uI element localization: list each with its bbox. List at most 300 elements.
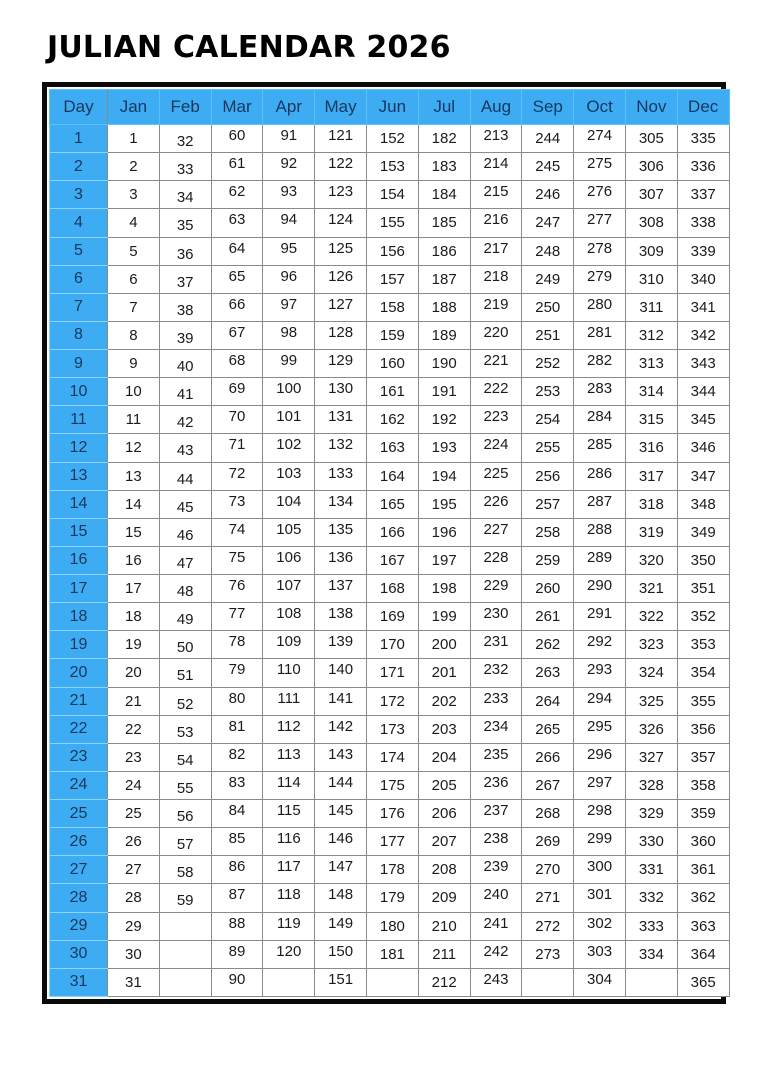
julian-day-value: 320 (638, 551, 664, 569)
julian-day-value: 107 (276, 577, 302, 595)
julian-day-value: 240 (483, 886, 509, 904)
table-row (50, 209, 730, 237)
column-header-feb: Feb (159, 90, 211, 125)
julian-day-value: 89 (228, 942, 246, 960)
julian-day-cell (108, 321, 160, 349)
julian-day-value: 81 (228, 717, 246, 735)
julian-day-cell (418, 968, 470, 996)
julian-day-value: 124 (328, 211, 354, 229)
julian-day-value: 287 (587, 492, 613, 510)
table-row (50, 968, 730, 996)
julian-day-cell (625, 378, 677, 406)
julian-day-cell (574, 462, 626, 490)
julian-day-value: 21 (125, 692, 142, 710)
julian-day-cell (366, 743, 418, 771)
julian-day-cell (211, 153, 263, 181)
julian-day-cell (366, 125, 418, 153)
julian-day-cell (522, 687, 574, 715)
julian-day-value: 196 (431, 523, 457, 541)
julian-day-value: 223 (483, 408, 509, 426)
julian-day-value: 48 (176, 583, 194, 601)
julian-day-value: 110 (276, 661, 301, 679)
julian-day-cell (159, 546, 211, 574)
julian-day-value: 90 (228, 970, 246, 988)
julian-day-cell (366, 771, 418, 799)
julian-day-value: 283 (587, 380, 613, 398)
julian-day-cell (366, 350, 418, 378)
julian-day-cell (366, 575, 418, 603)
julian-day-value: 207 (431, 833, 457, 851)
julian-day-cell (263, 153, 315, 181)
julian-day-cell (470, 209, 522, 237)
julian-day-value: 70 (228, 408, 246, 426)
julian-day-value: 300 (587, 858, 613, 876)
julian-day-value: 290 (587, 577, 613, 595)
julian-day-value: 121 (328, 127, 354, 145)
table-row (50, 153, 730, 181)
julian-day-value: 136 (328, 548, 354, 566)
julian-day-cell (418, 546, 470, 574)
julian-day-value: 156 (379, 242, 405, 260)
julian-day-cell (625, 350, 677, 378)
julian-day-cell (625, 490, 677, 518)
julian-day-value: 7 (129, 298, 138, 316)
julian-day-cell (315, 743, 367, 771)
julian-day-cell (159, 125, 211, 153)
julian-day-value: 9 (129, 355, 138, 373)
julian-day-cell (263, 434, 315, 462)
julian-day-value: 227 (483, 520, 509, 538)
julian-day-cell (211, 659, 263, 687)
julian-day-cell (263, 603, 315, 631)
julian-day-cell (211, 603, 263, 631)
julian-day-cell (522, 321, 574, 349)
julian-day-cell (625, 321, 677, 349)
julian-day-cell (263, 715, 315, 743)
julian-day-cell (677, 631, 729, 659)
julian-day-cell (315, 856, 367, 884)
julian-day-value: 314 (638, 383, 664, 401)
julian-day-value: 339 (690, 242, 716, 260)
julian-day-cell (263, 771, 315, 799)
julian-day-value: 210 (431, 917, 457, 935)
julian-day-value: 181 (379, 945, 405, 963)
julian-day-cell (108, 940, 160, 968)
julian-day-value: 135 (328, 520, 354, 538)
julian-day-cell (522, 265, 574, 293)
julian-day-cell (574, 265, 626, 293)
julian-day-value: 123 (328, 183, 354, 201)
julian-day-value: 65 (228, 267, 246, 285)
julian-day-cell (470, 406, 522, 434)
julian-day-value: 165 (379, 495, 405, 513)
julian-day-value: 312 (638, 326, 664, 344)
julian-day-value: 342 (690, 326, 716, 344)
julian-day-cell (677, 265, 729, 293)
julian-day-cell (315, 125, 367, 153)
julian-day-cell (677, 125, 729, 153)
julian-day-cell (470, 434, 522, 462)
julian-day-value: 340 (690, 270, 716, 288)
column-header-aug: Aug (470, 90, 522, 125)
julian-day-cell (108, 490, 160, 518)
julian-day-value: 337 (690, 186, 716, 204)
julian-day-value: 193 (431, 439, 457, 457)
julian-day-cell (574, 884, 626, 912)
julian-day-cell (315, 462, 367, 490)
julian-day-cell (108, 265, 160, 293)
julian-day-value: 63 (228, 211, 246, 229)
julian-day-cell (470, 687, 522, 715)
julian-day-value: 164 (379, 467, 405, 485)
julian-day-value: 179 (379, 889, 405, 907)
julian-day-cell (108, 715, 160, 743)
table-row (50, 771, 730, 799)
julian-day-cell (366, 434, 418, 462)
table-row (50, 406, 730, 434)
julian-day-cell (366, 490, 418, 518)
julian-day-cell (470, 378, 522, 406)
julian-day-value: 27 (125, 861, 142, 879)
julian-day-cell (677, 828, 729, 856)
table-row (50, 181, 730, 209)
julian-day-value: 141 (328, 689, 354, 707)
julian-day-cell (677, 603, 729, 631)
julian-day-cell (159, 265, 211, 293)
julian-day-value: 352 (690, 608, 716, 626)
julian-day-value: 233 (483, 689, 509, 707)
julian-day-cell (418, 687, 470, 715)
julian-day-value: 317 (638, 467, 664, 485)
julian-day-value: 56 (176, 808, 194, 826)
julian-day-value: 44 (176, 470, 194, 488)
julian-day-cell (263, 490, 315, 518)
julian-day-cell (108, 856, 160, 884)
julian-day-cell (108, 968, 160, 996)
julian-day-value: 67 (228, 323, 246, 341)
julian-day-value: 343 (690, 355, 716, 373)
column-header-oct: Oct (574, 90, 626, 125)
julian-day-value: 362 (690, 889, 716, 907)
julian-day-value: 61 (228, 155, 246, 173)
julian-day-cell (315, 350, 367, 378)
julian-day-value: 214 (483, 155, 509, 173)
julian-day-value: 174 (379, 748, 405, 766)
julian-day-value: 219 (483, 295, 509, 313)
julian-day-value: 226 (483, 492, 509, 510)
julian-day-value: 221 (483, 352, 509, 370)
julian-day-value: 128 (328, 323, 354, 341)
julian-day-value: 32 (176, 133, 194, 151)
julian-day-cell (418, 378, 470, 406)
julian-day-value: 299 (587, 830, 613, 848)
julian-day-cell (108, 406, 160, 434)
julian-day-cell (159, 293, 211, 321)
julian-day-value: 236 (483, 773, 509, 791)
day-cell: 7 (50, 293, 108, 321)
julian-day-value: 57 (176, 836, 194, 854)
julian-day-cell (574, 575, 626, 603)
julian-day-value: 246 (535, 186, 561, 204)
day-cell: 28 (50, 884, 108, 912)
julian-day-cell (677, 209, 729, 237)
julian-day-value: 11 (125, 411, 142, 429)
julian-day-value: 16 (125, 551, 142, 569)
julian-day-cell (159, 209, 211, 237)
julian-day-cell (418, 603, 470, 631)
julian-day-cell (625, 603, 677, 631)
day-cell: 19 (50, 631, 108, 659)
julian-day-cell (159, 462, 211, 490)
table-row (50, 800, 730, 828)
julian-day-cell (470, 659, 522, 687)
julian-day-cell (574, 771, 626, 799)
julian-day-cell (108, 743, 160, 771)
julian-day-cell (159, 884, 211, 912)
julian-day-value: 265 (535, 720, 561, 738)
julian-day-cell (315, 575, 367, 603)
julian-day-value: 33 (176, 161, 194, 179)
julian-day-cell (625, 912, 677, 940)
julian-day-cell (159, 743, 211, 771)
julian-day-value: 332 (638, 889, 664, 907)
julian-day-cell (574, 659, 626, 687)
julian-day-cell (418, 884, 470, 912)
julian-day-cell (522, 237, 574, 265)
julian-day-value: 330 (638, 833, 664, 851)
julian-day-value: 43 (176, 442, 194, 460)
julian-day-cell (211, 715, 263, 743)
julian-day-cell (470, 884, 522, 912)
julian-day-value: 345 (690, 411, 716, 429)
julian-day-cell (315, 687, 367, 715)
julian-day-value: 148 (328, 886, 354, 904)
julian-day-value: 18 (125, 608, 142, 626)
julian-day-cell (159, 434, 211, 462)
julian-day-cell (263, 687, 315, 715)
julian-day-cell (418, 237, 470, 265)
julian-day-value: 261 (535, 608, 561, 626)
julian-day-cell (574, 687, 626, 715)
julian-day-value: 31 (125, 973, 142, 991)
julian-day-cell (366, 518, 418, 546)
julian-day-value: 256 (535, 467, 561, 485)
julian-day-value: 346 (690, 439, 716, 457)
julian-day-cell (211, 631, 263, 659)
julian-day-cell (677, 378, 729, 406)
day-cell: 31 (50, 968, 108, 996)
julian-day-cell (366, 181, 418, 209)
julian-day-cell (211, 546, 263, 574)
julian-day-cell (315, 490, 367, 518)
julian-day-value: 108 (276, 605, 302, 623)
julian-day-cell (211, 237, 263, 265)
table-row (50, 940, 730, 968)
julian-day-cell (263, 406, 315, 434)
julian-day-value: 23 (125, 748, 142, 766)
julian-day-cell (108, 181, 160, 209)
julian-day-value: 54 (176, 751, 194, 769)
julian-day-cell (159, 828, 211, 856)
julian-day-cell (677, 715, 729, 743)
julian-day-value: 163 (379, 439, 405, 457)
julian-day-value: 78 (228, 633, 246, 651)
julian-day-value: 349 (690, 523, 716, 541)
julian-day-value: 199 (431, 608, 457, 626)
julian-day-value: 279 (587, 267, 613, 285)
julian-day-value: 73 (228, 492, 246, 510)
day-cell: 25 (50, 800, 108, 828)
julian-day-value: 160 (379, 355, 405, 373)
julian-day-cell (625, 575, 677, 603)
julian-day-value: 303 (587, 942, 613, 960)
julian-day-value: 281 (587, 323, 613, 341)
julian-day-value: 68 (228, 352, 246, 370)
julian-day-cell (418, 321, 470, 349)
julian-day-value: 335 (690, 130, 716, 148)
day-cell: 26 (50, 828, 108, 856)
julian-day-value: 228 (483, 548, 509, 566)
calendar-table-frame (42, 82, 726, 1004)
julian-day-value: 308 (638, 214, 664, 232)
day-cell: 21 (50, 687, 108, 715)
table-row (50, 912, 730, 940)
julian-day-cell (366, 912, 418, 940)
julian-day-cell (625, 293, 677, 321)
julian-day-value: 316 (638, 439, 664, 457)
julian-day-cell (263, 631, 315, 659)
julian-day-cell (366, 209, 418, 237)
column-header-may: May (315, 90, 367, 125)
julian-day-value: 80 (228, 689, 246, 707)
julian-day-cell (366, 968, 418, 996)
julian-day-cell (159, 575, 211, 603)
julian-day-cell (574, 321, 626, 349)
julian-day-value: 266 (535, 748, 561, 766)
julian-day-value: 14 (125, 495, 142, 513)
julian-day-value: 229 (483, 577, 509, 595)
julian-day-cell (159, 490, 211, 518)
julian-day-value: 60 (228, 127, 246, 145)
column-header-day: Day (50, 90, 108, 125)
julian-day-value: 150 (328, 942, 354, 960)
julian-day-value: 72 (228, 464, 246, 482)
julian-day-value: 157 (379, 270, 405, 288)
julian-day-value: 241 (483, 914, 509, 932)
julian-day-cell (522, 293, 574, 321)
julian-day-cell (263, 659, 315, 687)
julian-day-cell (108, 153, 160, 181)
julian-day-value: 264 (535, 692, 561, 710)
julian-day-value: 51 (176, 667, 194, 685)
julian-day-cell (315, 378, 367, 406)
julian-day-cell (263, 575, 315, 603)
julian-day-cell (574, 546, 626, 574)
julian-day-value: 171 (379, 664, 405, 682)
julian-day-value: 333 (638, 917, 664, 935)
julian-day-value: 112 (276, 717, 301, 735)
julian-day-value: 53 (176, 723, 194, 741)
julian-day-cell (522, 631, 574, 659)
julian-day-cell (522, 181, 574, 209)
julian-day-value: 17 (125, 580, 142, 598)
julian-day-cell (211, 687, 263, 715)
julian-day-cell (263, 265, 315, 293)
julian-day-value: 166 (379, 523, 405, 541)
julian-day-cell (211, 434, 263, 462)
julian-day-value: 172 (379, 692, 405, 710)
julian-day-value: 230 (483, 605, 509, 623)
julian-day-cell (108, 828, 160, 856)
day-cell: 24 (50, 771, 108, 799)
julian-day-cell (470, 743, 522, 771)
julian-day-cell (211, 293, 263, 321)
julian-day-value: 329 (638, 805, 664, 823)
julian-day-value: 151 (328, 970, 354, 988)
julian-day-cell (366, 406, 418, 434)
julian-day-cell (574, 518, 626, 546)
julian-day-value: 326 (638, 720, 664, 738)
julian-day-cell (470, 940, 522, 968)
table-row (50, 265, 730, 293)
julian-day-value: 324 (638, 664, 664, 682)
day-cell: 6 (50, 265, 108, 293)
julian-day-cell (315, 293, 367, 321)
julian-day-cell (522, 912, 574, 940)
julian-day-cell (574, 434, 626, 462)
julian-day-value: 294 (587, 689, 613, 707)
julian-day-value: 178 (379, 861, 405, 879)
julian-day-value: 197 (431, 551, 457, 569)
page-title: JULIAN CALENDAR 2026 (47, 30, 451, 65)
julian-day-cell (315, 912, 367, 940)
julian-day-cell (677, 321, 729, 349)
julian-day-cell (108, 546, 160, 574)
day-cell: 30 (50, 940, 108, 968)
julian-day-cell (366, 293, 418, 321)
julian-day-cell (263, 237, 315, 265)
julian-day-value: 139 (328, 633, 354, 651)
julian-day-value: 5 (129, 242, 138, 260)
julian-day-value: 251 (535, 326, 561, 344)
julian-day-cell (366, 856, 418, 884)
julian-day-cell (677, 771, 729, 799)
day-cell: 20 (50, 659, 108, 687)
julian-day-cell (263, 462, 315, 490)
julian-day-value: 62 (228, 183, 246, 201)
julian-day-value: 307 (638, 186, 664, 204)
julian-day-cell (211, 884, 263, 912)
julian-day-cell (418, 912, 470, 940)
julian-day-cell (522, 406, 574, 434)
julian-day-value: 41 (176, 386, 194, 404)
julian-day-value: 126 (328, 267, 354, 285)
julian-day-value: 183 (431, 158, 457, 176)
julian-day-value: 191 (431, 383, 457, 401)
julian-day-cell (470, 490, 522, 518)
julian-day-value: 323 (638, 636, 664, 654)
day-cell: 1 (50, 125, 108, 153)
julian-day-value: 91 (280, 127, 298, 145)
julian-day-cell (522, 462, 574, 490)
julian-day-value: 205 (431, 776, 457, 794)
julian-day-value: 222 (483, 380, 509, 398)
julian-day-cell (211, 518, 263, 546)
julian-day-cell (625, 856, 677, 884)
column-header-jun: Jun (366, 90, 418, 125)
julian-day-value: 365 (690, 973, 716, 991)
julian-day-value: 269 (535, 833, 561, 851)
